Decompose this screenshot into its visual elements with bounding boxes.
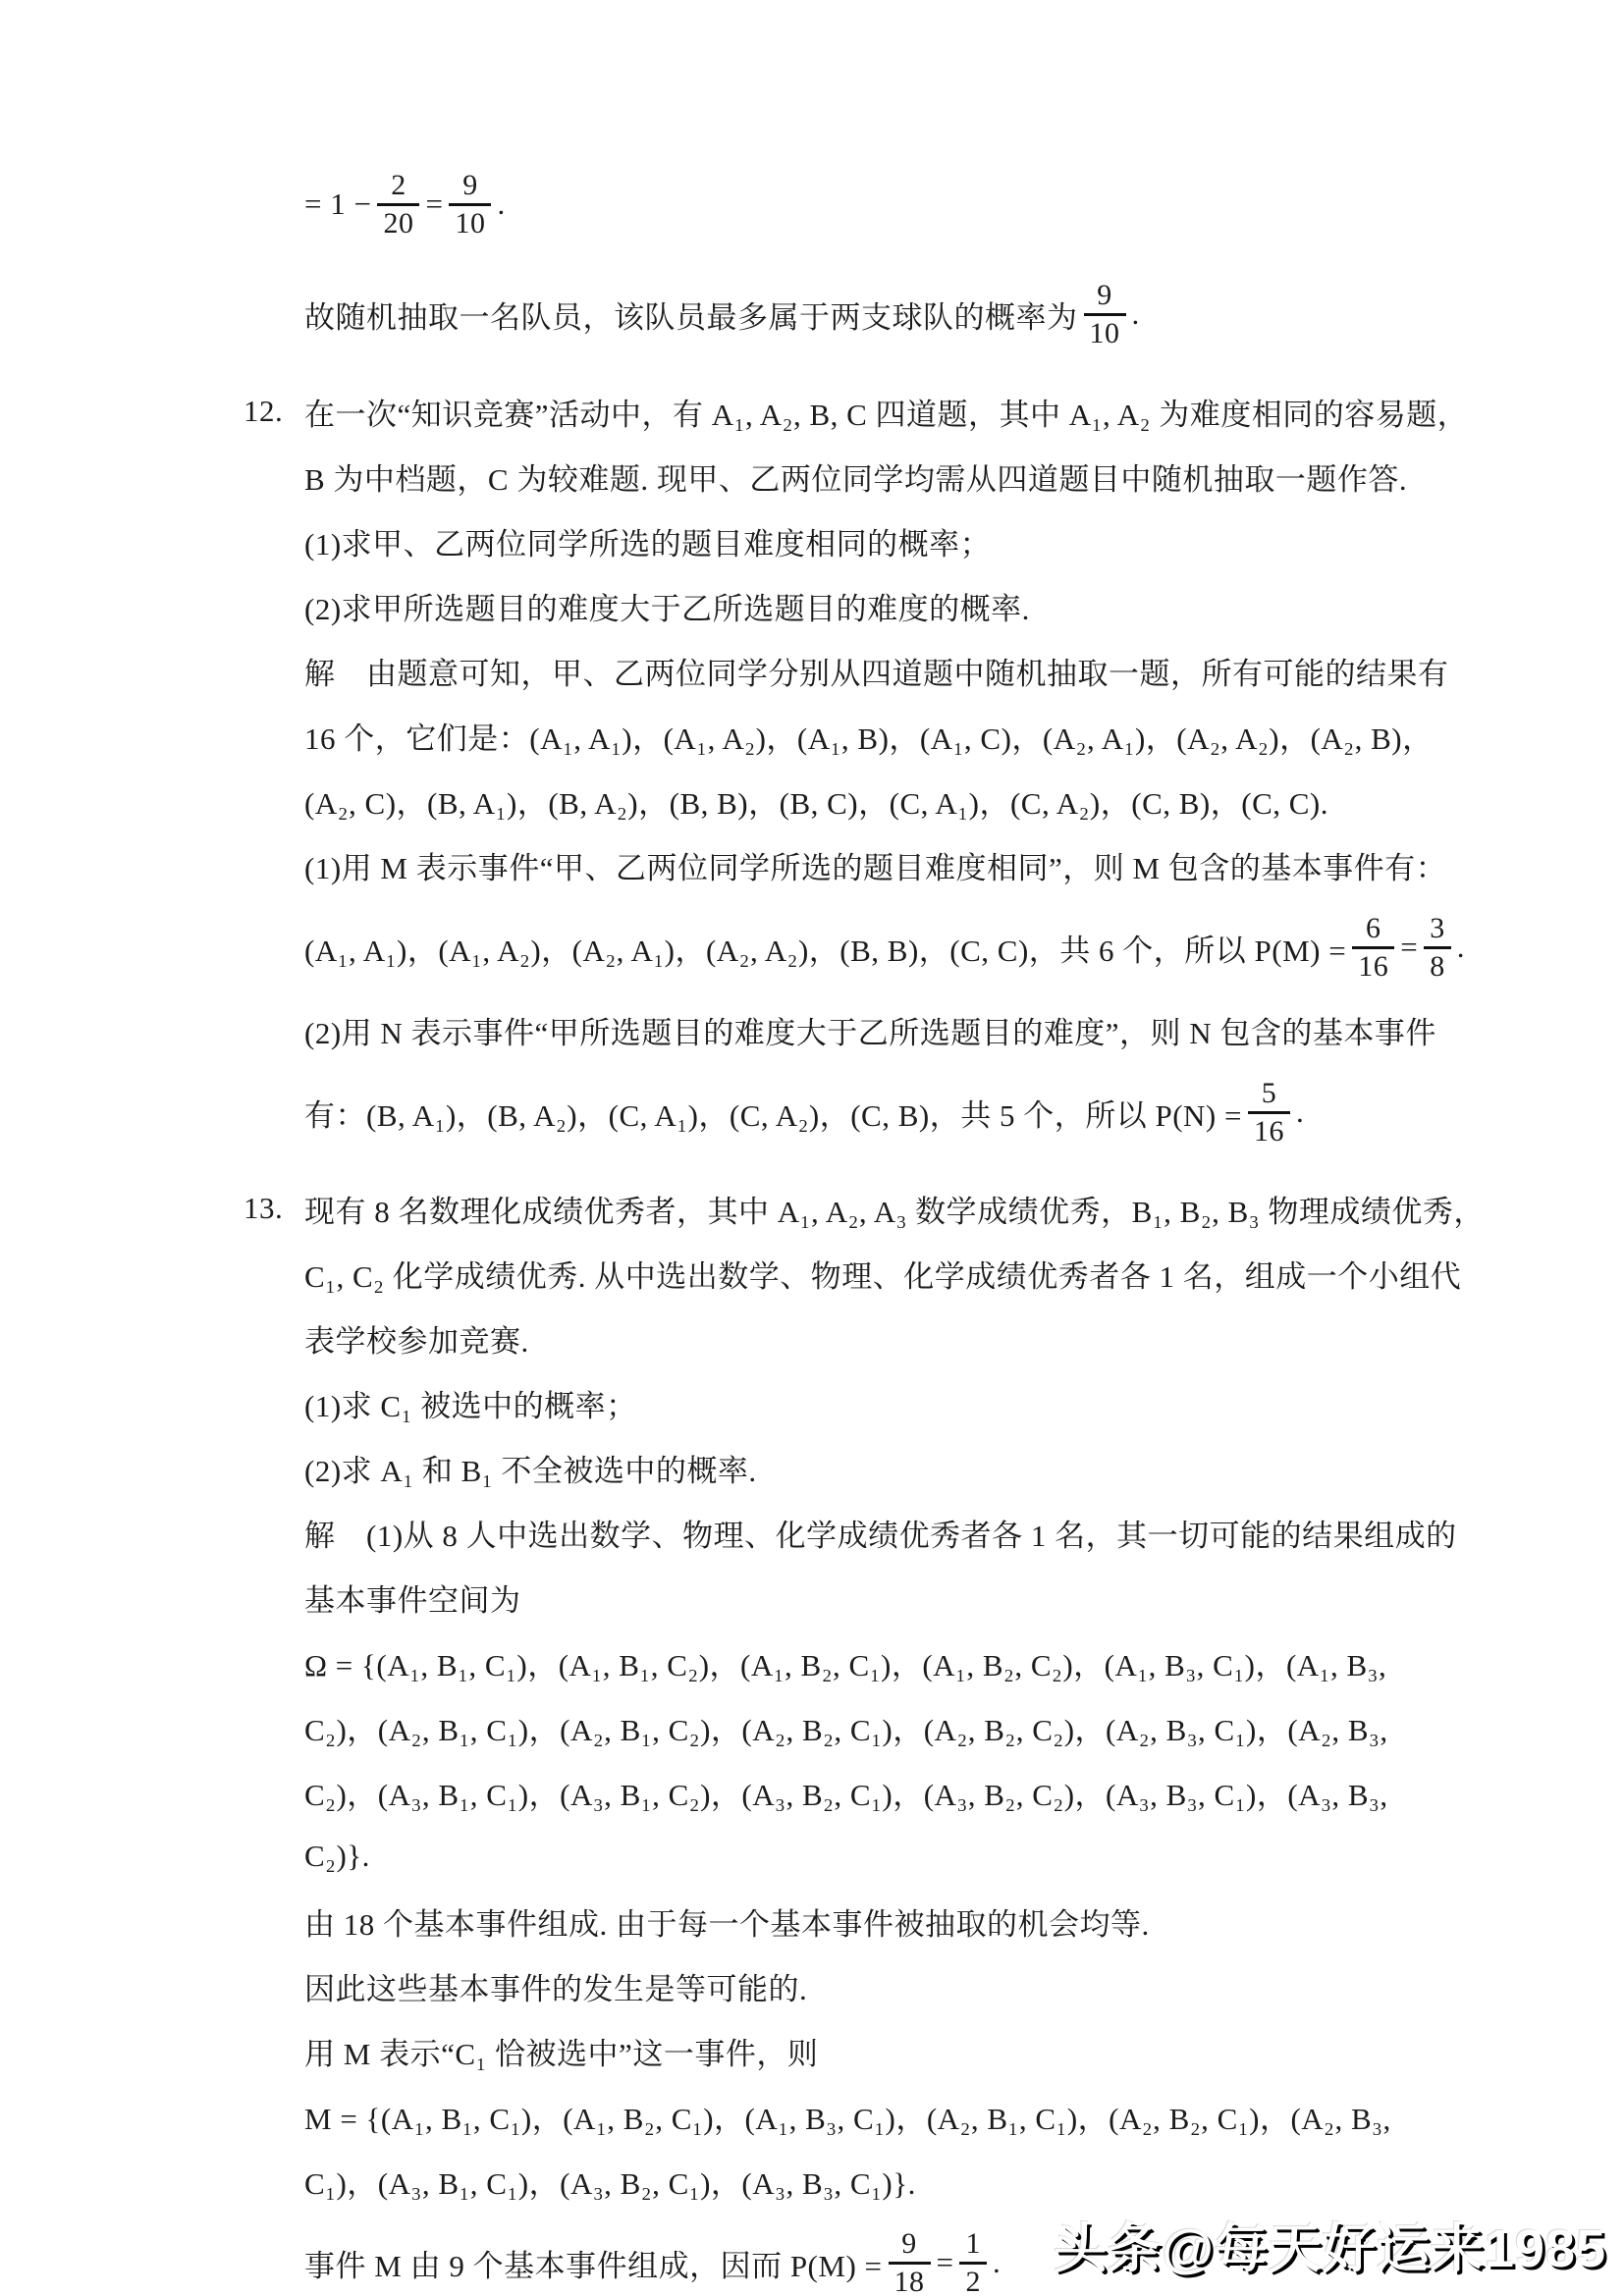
p13-omega-4: C₂)}. <box>304 1839 370 1873</box>
p12-pn-line <box>304 1062 1404 1162</box>
document-content <box>244 145 1485 2296</box>
p12-pm-prefix: (A₁, A₁)，(A₁, A₂)，(A₂, A₁)，(A₂, A₂)，(B, B)，(C, C)，共 6 个，所以 P(M) = <box>304 933 1347 968</box>
p13-omega-1: Ω = {(A₁, B₁, C₁)，(A₁, B₁, C₂)，(A₁, B₂, C₁)，(A₁, B₂, C₂)，(A₁, B₃, C₁)，(A₁, B₃, <box>304 1647 1387 1682</box>
p12-event-n: (2)用 N 表示事件“甲所选题目的难度大于乙所选题目的难度”，则 N 包含的基本事件 <box>304 1015 1436 1050</box>
fraction-6-16: $\frac{6}{16}$ <box>1352 913 1394 982</box>
p12-solution-start: 解 由题意可知，甲、乙两位同学分别从四道题中随机抽取一题，所有可能的结果有 <box>304 656 1449 691</box>
p12-pm-period: . <box>1456 930 1465 964</box>
equation-equals: = <box>425 187 444 221</box>
p12-pm-equals: = <box>1400 930 1419 964</box>
p12-pm-line <box>304 897 1465 997</box>
equation-period: . <box>497 187 506 221</box>
p13-m-set-2: C₁)，(A₃, B₁, C₁)，(A₃, B₂, C₁)，(A₃, B₃, C₁)}. <box>304 2165 916 2201</box>
p12-event-m: (1)用 M 表示事件“甲、乙两位同学所选的题目难度相同”，则 M 包含的基本事件有： <box>304 850 1447 885</box>
problem-12 <box>244 379 1469 1162</box>
p12-line-1: B 为中档题，C 为较难题. 现甲、乙两位同学均需从四道题目中随机抽取一题作答. <box>304 461 1408 497</box>
p12-pn-period: . <box>1296 1095 1305 1129</box>
equation-line <box>304 145 1404 263</box>
p12-outcomes-1: 16 个，它们是：(A₁, A₁)，(A₁, A₂)，(A₁, B)，(A₁, C)，(A₂, A₁)，(A₂, A₂)，(A₂, B)， <box>304 721 1434 756</box>
problem-13 <box>244 1176 1485 2296</box>
fraction-5-16: $\frac{5}{16}$ <box>1248 1078 1290 1147</box>
p12-head-line <box>244 379 1469 444</box>
p13-count-line: 由 18 个基本事件组成. 由于每一个基本事件被抽取的机会均等. <box>304 1906 1150 1942</box>
p13-head-text: 现有 8 名数理化成绩优秀者，其中 A₁, A₂, A₃ 数学成绩优秀，B₁, B₂, B₃ 物理成绩优秀， <box>304 1194 1485 1229</box>
p13-omega-3: C₂)，(A₃, B₁, C₁)，(A₃, B₁, C₂)，(A₃, B₂, C₁)，(A₃, B₂, C₂)，(A₃, B₃, C₁)，(A₃, B₃, <box>304 1777 1388 1812</box>
p12-outcomes-2: (A₂, C)，(B, A₁)，(B, A₂)，(B, B)，(B, C)，(C, A₁)，(C, A₂)，(C, B)，(C, C). <box>304 785 1328 821</box>
p13-space-intro: 基本事件空间为 <box>304 1582 521 1618</box>
fraction-1-2: $\frac{1}{2}$ <box>959 2228 987 2296</box>
p12-pn-prefix: 有：(B, A₁)，(B, A₂)，(C, A₁)，(C, A₂)，(C, B)，共 5 个，所以 P(N) = <box>304 1097 1242 1133</box>
p13-line-2: 表学校参加竞赛. <box>304 1323 529 1359</box>
p13-solution-start: 解 (1)从 8 人中选出数学、物理、化学成绩优秀者各 1 名，其一切可能的结果组成的 <box>304 1518 1457 1553</box>
p13-question-1: (1)求 C₁ 被选中的概率； <box>304 1388 637 1423</box>
conclusion-line <box>304 263 1404 365</box>
conclusion-text: 故随机抽取一名队员，该队员最多属于两支球队的概率为 <box>304 299 1078 335</box>
p13-number: 13. <box>244 1191 284 1225</box>
p13-question-2: (2)求 A₁ 和 B₁ 不全被选中的概率. <box>304 1453 757 1488</box>
p12-question-1: (1)求甲、乙两位同学所选的题目难度相同的概率； <box>304 526 992 561</box>
p13-m-set-1: M = {(A₁, B₁, C₁)，(A₁, B₂, C₁)，(A₁, B₃, C₁)，(A₂, B₁, C₁)，(A₂, B₂, C₁)，(A₂, B₃, <box>304 2101 1391 2136</box>
p13-pm-prefix: 事件 M 由 9 个基本事件组成，因而 P(M) = <box>304 2248 883 2283</box>
p13-head-line <box>244 1176 1485 1241</box>
p12-head-text: 在一次“知识竞赛”活动中，有 A₁, A₂, B, C 四道题，其中 A₁, A₂ 为难度相同的容易题， <box>304 397 1469 432</box>
p13-event-m: 用 M 表示“C₁ 恰被选中”这一事件，则 <box>304 2036 819 2071</box>
fraction-2-20: $\frac{2}{20}$ <box>377 170 419 239</box>
p12-number: 12. <box>244 394 284 428</box>
p13-pm-equals: = <box>936 2245 954 2279</box>
p12-question-2: (2)求甲所选题目的难度大于乙所选题目的难度的概率. <box>304 591 1030 626</box>
watermark: 头条@每天好运来1985 <box>1054 2219 1606 2278</box>
fraction-9-10-conclusion: $\frac{9}{10}$ <box>1084 280 1126 348</box>
p13-pm-period: . <box>992 2245 1001 2279</box>
p13-equally-likely: 因此这些基本事件的发生是等可能的. <box>304 1971 808 2006</box>
fraction-9-10: $\frac{9}{10}$ <box>449 170 491 239</box>
equation-prefix: = 1 − <box>304 187 372 221</box>
fraction-3-8: $\frac{3}{8}$ <box>1424 913 1451 982</box>
p13-omega-2: C₂)，(A₂, B₁, C₁)，(A₂, B₁, C₂)，(A₂, B₂, C₁)，(A₂, B₂, C₂)，(A₂, B₃, C₁)，(A₂, B₃, <box>304 1712 1388 1747</box>
fraction-9-18: $\frac{9}{18}$ <box>889 2228 931 2296</box>
p13-line-1: C₁, C₂ 化学成绩优秀. 从中选出数学、物理、化学成绩优秀者各 1 名，组成一个小组代 <box>304 1258 1462 1294</box>
conclusion-period: . <box>1131 296 1140 331</box>
